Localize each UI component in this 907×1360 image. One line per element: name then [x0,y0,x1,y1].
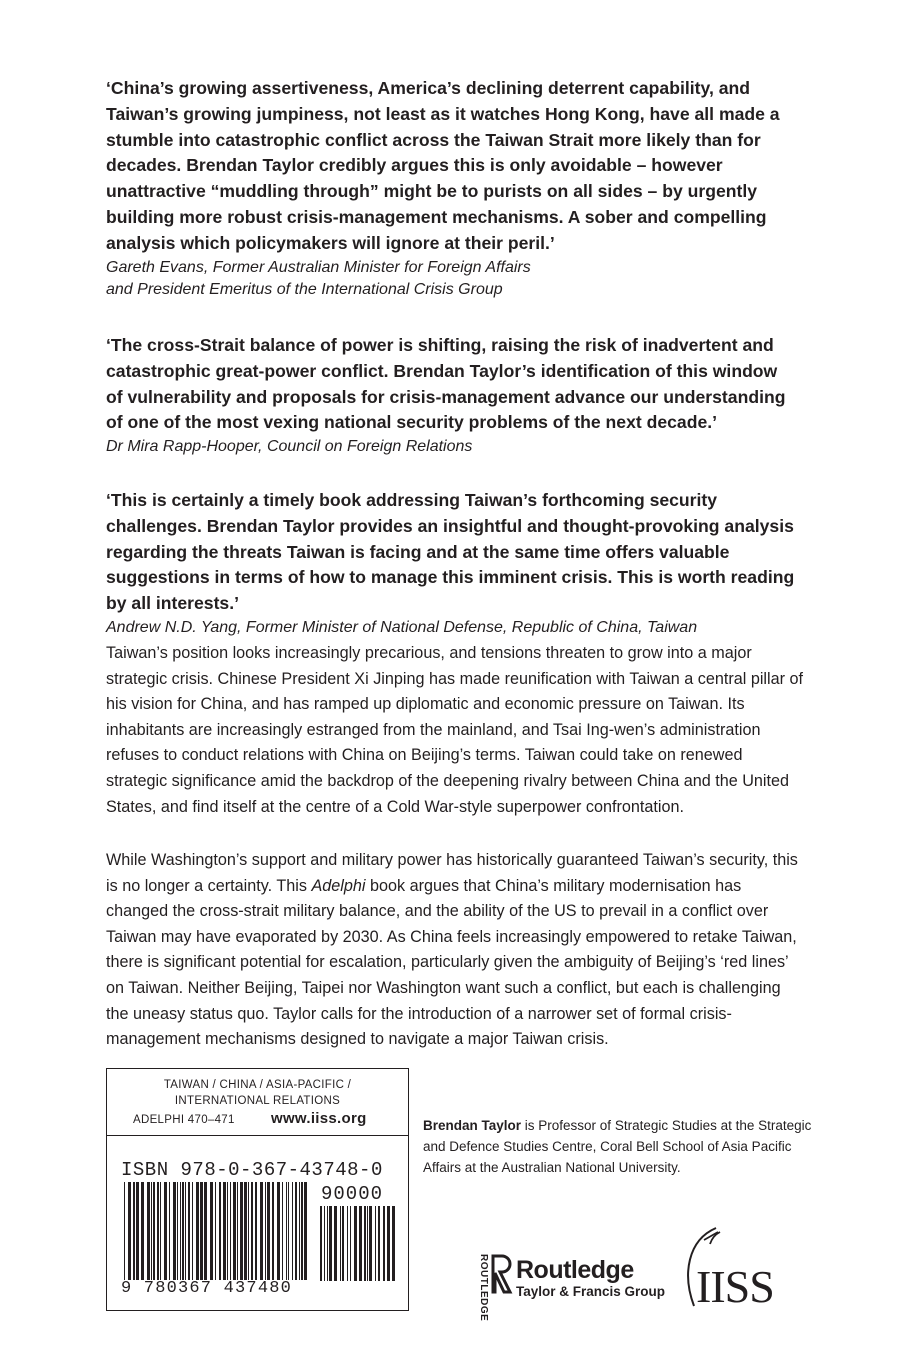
barcode-bar [204,1182,207,1280]
endorsement-quote: ‘The cross-Strait balance of power is shifting, raising the risk of inadvertent and catastrophic great-power conflict. Brendan Taylor’s identification of this window of vulnerability and proposals for crisis-management advance our understanding of one of the most vexing national security problems of the next decade.’ [106,335,786,433]
barcode-bar [227,1182,228,1280]
barcode-bar [299,1182,300,1280]
barcode-bar [324,1206,325,1281]
barcode-bar [157,1182,159,1280]
barcode-bar [367,1206,368,1281]
price-addon-code: 90000 [321,1183,384,1205]
barcode-bar [230,1182,231,1280]
barcode-bar [153,1182,155,1280]
barcode-bar [272,1182,274,1280]
barcode-bar [215,1182,216,1280]
endorsement-attribution: Dr Mira Rapp-Hooper, Council on Foreign Relations [106,438,473,456]
barcode-bar [364,1206,366,1281]
barcode-bar [196,1182,199,1280]
isbn-barcode-box [106,1068,409,1311]
barcode-bar [128,1182,131,1280]
barcode-bar [320,1206,322,1281]
barcode-bar [265,1182,266,1280]
barcode-bar [169,1182,170,1280]
barcode-bar [147,1182,150,1280]
barcode-bar [251,1182,253,1280]
barcode-bar [223,1182,226,1280]
barcode-bar [240,1182,243,1280]
barcode-bar [282,1182,283,1280]
barcode-bar [177,1182,178,1280]
barcode-bar [359,1206,362,1281]
barcode-bar [369,1206,372,1281]
barcode-bar [185,1182,186,1280]
barcode-bar [210,1182,213,1280]
isbn-number: ISBN 978-0-367-43748-0 [121,1159,383,1181]
barcode-bar [237,1182,238,1280]
endorsement-attribution: and President Emeritus of the International Crisis Group [106,281,503,299]
barcode-bar [327,1206,328,1281]
barcode-bar [182,1182,184,1280]
endorsement-attribution: Gareth Evans, Former Australian Minister for Foreign Affairs [106,258,531,276]
description-text: While Washington’s support and military power has historically guaranteed Taiwan’s security, this is no longer a certainty. This Adelphi book argues that China’s military modernisation has changed the cross-strait military balance, and the ability of the US to prevail in a conflict over Taiwan may have evaporated by 2030. As China feels increasingly empowered to retake Taiwan, there is significant potential for escalation, particularly given the ambiguity of Beijing’s ‘red lines’ on Taiwan. Neither Beijing, Taipei nor Washington want such a conflict, but each is challenging the uneasy status quo. Taylor calls for the introduction of a narrower set of formal crisis-management mechanisms designed to navigate a major Taiwan crisis. [106,851,798,1049]
endorsement-attribution: Andrew N.D. Yang, Former Minister of National Defense, Republic of China, Taiwan [106,618,698,636]
barcode-bar [329,1206,332,1281]
endorsement-3 [106,488,796,639]
barcode-bar [233,1182,236,1280]
ean-digits: 9 780367 437480 [121,1279,293,1298]
endorsement-quote: ‘This is certainly a timely book addressing Taiwan’s forthcoming security challenges. Brendan Taylor provides an insightful and thought-provoking analysis regarding the threats Taiwan is facing and at the same time offers valuable suggestions in terms of how to manage this imminent crisis. This is worth reading by all interests.’ [106,490,795,614]
subject-categories: TAIWAN / CHINA / ASIA-PACIFIC / INTERNATIONAL RELATIONS [163,1079,352,1107]
barcode-bar [151,1182,152,1280]
barcode-bar [295,1182,297,1280]
endorsement-2 [106,333,796,459]
institute-name: IISS [696,1261,774,1312]
author-name: Brendan Taylor [423,1118,522,1133]
barcode-bar [288,1182,289,1280]
routledge-vertical-wordmark: ROUTLEDGE [478,1254,489,1322]
barcode-bar [255,1182,257,1280]
endorsement-1 [106,76,796,302]
barcode-bar [133,1182,135,1280]
barcode-bar [375,1206,376,1281]
barcode-bar [267,1182,270,1280]
barcode-bar [340,1206,341,1281]
endorsement-quote: ‘China’s growing assertiveness, America’s declining deterrent capability, and Taiwan’s growing jumpiness, not least as it watches Hong Kong, have all made a stumble into catastrophic conflict across the Taiwan Strait more likely than for decades. Brendan Taylor credibly argues this is only avoidable – however unattractive “muddling through” might be to purists on all sides – by urgently building more robust crisis-management mechanisms. A sober and compelling analysis which policymakers will ignore at their peril.’ [106,78,780,253]
author-bio: Brendan Taylor is Professor of Strategic Studies at the Strategic and Defence Studies Centre, Coral Bell School of Asia Pacific Affairs at the Australian National University. [423,1118,812,1175]
barcode-bar [200,1182,203,1280]
barcode-bar [124,1182,125,1280]
barcode-bar [141,1182,144,1280]
barcode-bar [248,1182,249,1280]
website-link[interactable]: www.iiss.org [271,1110,367,1127]
barcode-bar [354,1206,357,1281]
barcode-bar [173,1182,176,1280]
description-text: Taiwan’s position looks increasingly precarious, and tensions threaten to grow into a major strategic crisis. Chinese President Xi Jinping has made reunification with Taiwan a central pillar of his vision for China, and has ramped up diplomatic and economic pressure on Taiwan. Its inhabitants are increasingly estranged from the mainland, and Tsai Ing-wen’s administration refuses to conduct relations with China on Beijing’s terms. Taiwan could take on renewed strategic significance amid the backdrop of the deepening rivalry between China and the United States, and find itself at the centre of a Cold War-style superpower confrontation. [106,644,804,816]
description-paragraph-1 [106,641,806,820]
barcode-bar [244,1182,247,1280]
routledge-r-icon [490,1254,514,1294]
box-divider [107,1135,408,1136]
barcode-bar [392,1206,395,1281]
barcode-bar [334,1206,337,1281]
barcode-bar [383,1206,385,1281]
barcode-bar [160,1182,161,1280]
barcode-bar [286,1182,287,1280]
publisher-group: Taylor & Francis Group [516,1284,666,1299]
barcode-bar [387,1206,390,1281]
publisher-name: Routledge [516,1256,634,1284]
barcode-bar [219,1182,221,1280]
series-number: ADELPHI 470–471 [133,1114,235,1126]
addon-barcode [319,1206,395,1281]
barcode-bar [304,1182,307,1280]
barcode-bar [292,1182,293,1280]
barcode-bar [136,1182,139,1280]
barcode-bar [378,1206,380,1281]
barcode-bar [180,1182,181,1280]
barcode-bar [301,1182,303,1280]
barcode-bar [342,1206,344,1281]
barcode-bar [188,1182,190,1280]
series-title: Adelphi [311,876,366,895]
barcode-bar [192,1182,193,1280]
barcode-bar [164,1182,167,1280]
barcode-bar [350,1206,351,1281]
barcode-bar [260,1182,263,1280]
barcode-bar [347,1206,348,1281]
barcode [123,1182,309,1280]
barcode-bar [277,1182,280,1280]
description-paragraph-2 [106,848,806,1053]
